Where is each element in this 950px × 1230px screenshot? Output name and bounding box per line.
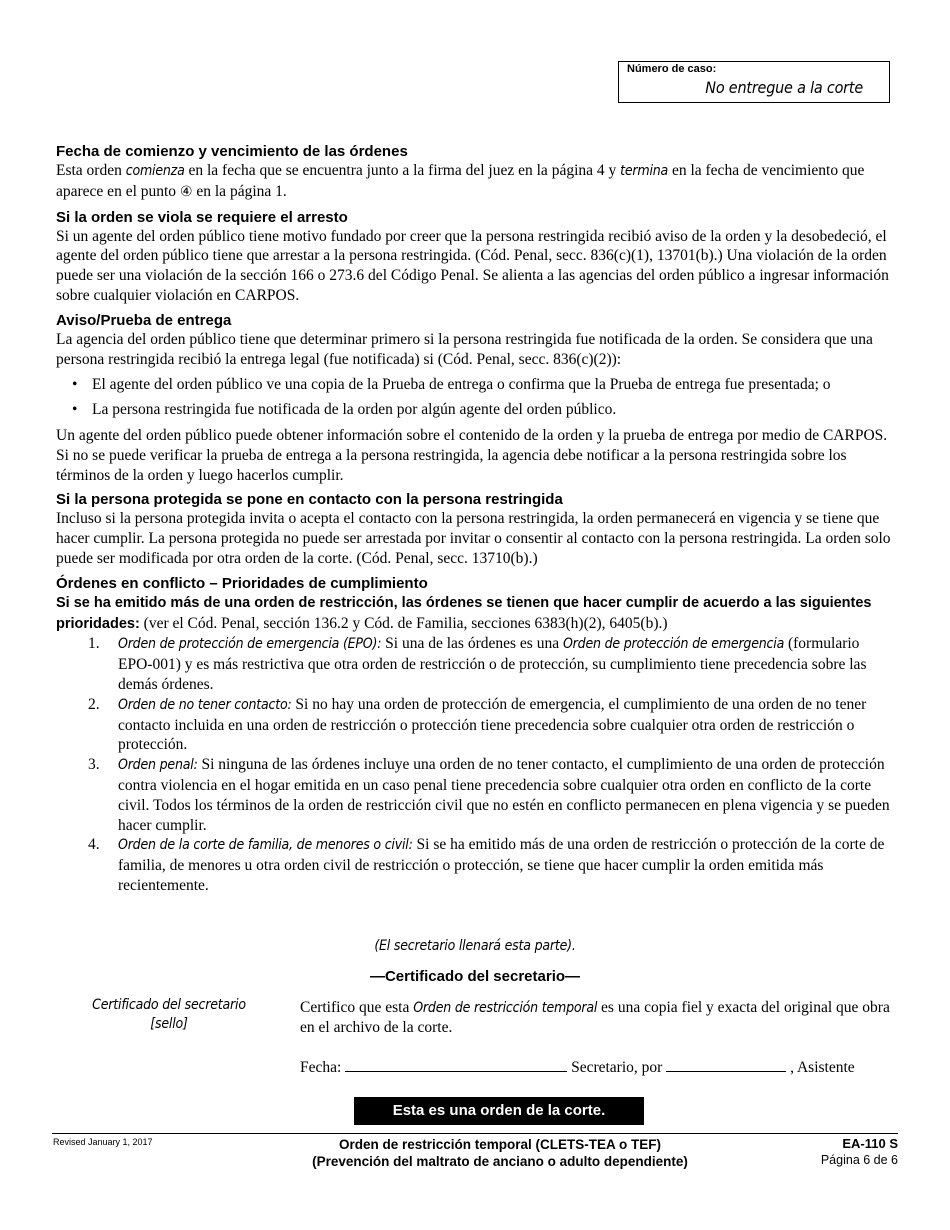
notice-bullet-item [56, 375, 892, 395]
item-label: Orden de protección de emergencia (EPO): [118, 636, 382, 653]
section-conflict-intro [56, 593, 892, 635]
item-text: Si ninguna de las órdenes incluye una orden de no tener contacto, el cumplimiento de una orden de protección contra violencia en el hogar emitida en un caso penal tiene precedencia sobre cualquier otra orden en conflicto de la corte civil. Todos los términos de la orden de restricción civil que no estén en conflicto permanecen en plena vigencia y se pueden hacer cumplir. [118, 756, 890, 834]
clerk-seal-area [56, 996, 282, 1034]
priority-list [56, 634, 892, 895]
clerk-signature-row [300, 1057, 900, 1077]
section-dates [56, 142, 892, 203]
deputy-label: , Asistente [790, 1059, 855, 1076]
page-number: Página 6 de 6 [820, 1153, 898, 1167]
bullet-text: El agente del orden público ve una copia de la Prueba de entrega o confirma que la Prueba de entrega fue presentada; o [92, 376, 831, 394]
section-arrest [56, 208, 892, 306]
priority-item-4 [56, 835, 892, 895]
emphasis-comienza: comienza [125, 163, 185, 179]
revision-date: Revised January 1, 2017 [53, 1137, 153, 1147]
section-notice-intro: La agencia del orden público tiene que determinar primero si la persona restringida fue notificada de la orden. Se considera que una persona restringida recibió la entrega legal (fue notificada) si (Cód. Penal, secc. 836(c)(2)): [56, 330, 873, 368]
item-number: 4. [88, 836, 100, 854]
clerk-certificate-heading: —Certificado del secretario— [369, 968, 581, 985]
item-label: Orden de la corte de familia, de menores o civil: [118, 837, 413, 854]
item-emphasis: Orden de protección de emergencia [562, 636, 785, 653]
form-title-line2: (Prevención del maltrato de anciano o adulto dependiente) [312, 1154, 688, 1169]
case-number-label: Número de caso: [627, 63, 717, 75]
intro-rest: (ver el Cód. Penal, sección 136.2 y Cód. de Familia, secciones 6383(h)(2), 6405(b).) [139, 614, 668, 632]
section-contact [56, 490, 892, 568]
case-number-box [618, 61, 890, 103]
emphasis-termina: termina [620, 163, 669, 179]
bullet-text: La persona restringida fue notificada de la orden por algún agente del orden público. [92, 401, 617, 419]
order-name: Orden de restricción temporal [413, 1000, 598, 1016]
item-text: Si una de las órdenes es una [381, 635, 563, 653]
item-text: Si no hay una orden de protección de emergencia, el cumplimiento de una orden de no tener contacto incluida en una orden de restricción o protección tiene precedencia sobre cualquier otra orden de restricción o protección. [118, 695, 867, 754]
text: Esta orden [56, 162, 126, 179]
section-notice-outro: Un agente del orden público puede obtener información sobre el contenido de la orden y la prueba de entrega por medio de CARPOS. Si no se puede verificar la prueba de entrega a la persona restringida, la agencia debe notificar a la persona restringida sobre los términos de la orden y luego hacerlos cumplir. [56, 426, 888, 484]
bullet-icon: • [72, 376, 78, 394]
text: en la fecha que se encuentra junto a la firma del juez en la página 4 y [184, 162, 621, 179]
item-number: 1. [88, 635, 100, 653]
section-contact-title: Si la persona protegida se pone en contacto con la persona restringida [56, 491, 563, 509]
clerk-seal-sello: [sello] [150, 1016, 188, 1032]
text: en la página 1. [192, 182, 287, 200]
section-arrest-text: Si un agente del orden público tiene motivo fundado por creer que la persona restringida recibió aviso de la orden y la desobedeció, el agente del orden público tiene que arrestar a la persona restringida. (Cód. Penal, secc. 836(c)(1), 13701(b).) Una violación de la orden puede ser una violación de la sección 166 o 273.6 del Código Penal. Se alienta a las agencias del orden público a ingresar información sobre cualquier violación en CARPOS. [56, 227, 889, 304]
priority-item-1 [56, 634, 892, 694]
section-contact-text: Incluso si la persona protegida invita o acepta el contacto con la persona restringida, la orden permanecerá en vigencia y se tiene que hacer cumplir. La persona protegida no puede ser arrestada por invitar o consentir al contacto con la persona restringida. La orden solo puede ser modificada por otra orden de la corte. (Cód. Penal, secc. 13710(b).) [56, 510, 891, 567]
date-label: Fecha: [300, 1059, 342, 1076]
date-field[interactable] [345, 1057, 567, 1072]
priority-item-3 [56, 755, 892, 835]
form-title-line1: Orden de restricción temporal (CLETS-TEA o TEF) [338, 1137, 662, 1152]
section-notice [56, 311, 892, 486]
clerk-label: Secretario, por [571, 1059, 663, 1076]
item-text: Si se ha emitido más de una orden de restricción o protección de la corte de familia, de menores u otra orden civil de restricción o protección, se tiene que hacer cumplir la orden emitida más recientemente. [118, 836, 885, 894]
notice-bullet-list [56, 375, 892, 420]
notice-bullet-item [56, 400, 892, 420]
court-order-banner: Esta es una orden de la corte. [354, 1097, 644, 1125]
section-conflict-title: Órdenes en conflicto – Prioridades de cumplimiento [56, 574, 428, 592]
item-number: 2. [88, 695, 100, 713]
item-number: 3. [88, 756, 100, 774]
section-conflict [56, 574, 892, 896]
section-dates-text [56, 161, 892, 203]
form-code: EA-110 S [842, 1136, 898, 1151]
item-4-circle: ④ [179, 183, 193, 200]
priority-item-2 [56, 695, 892, 755]
item-text: (formulario EPO-001) y es más restrictiva que otra orden de restricción o de protección, su cumplimiento tiene precedencia sobre las demás órdenes. [118, 635, 867, 693]
section-notice-title: Aviso/Prueba de entrega [56, 311, 232, 329]
clerk-seal-label: Certificado del secretario [92, 997, 246, 1013]
clerk-certification-text [300, 998, 895, 1038]
text: Certifico que esta [300, 999, 414, 1016]
instructions-body [56, 142, 892, 896]
text: es una copia fiel y exacta del original que obra en el archivo de la corte. [300, 999, 890, 1036]
item-label: Orden de no tener contacto: [118, 696, 292, 713]
item-label: Orden penal: [118, 757, 198, 774]
form-title [230, 1136, 770, 1170]
text: en la fecha de vencimiento que aparece en el punto [56, 162, 865, 200]
bullet-icon: • [72, 401, 78, 419]
form-identifier [821, 1136, 898, 1168]
clerk-name-field[interactable] [666, 1057, 786, 1072]
intro-bold: Si se ha emitido más de una orden de restricción, las órdenes se tienen que hacer cumplir de acuerdo a las siguientes prioridades: [56, 594, 872, 632]
case-number-value: No entregue a la corte [705, 78, 863, 97]
clerk-fill-note: (El secretario llenará esta parte). [374, 938, 576, 954]
section-dates-title: Fecha de comienzo y vencimiento de las órdenes [56, 143, 408, 160]
footer-divider [52, 1133, 898, 1134]
section-arrest-title: Si la orden se viola se requiere el arresto [56, 208, 348, 226]
